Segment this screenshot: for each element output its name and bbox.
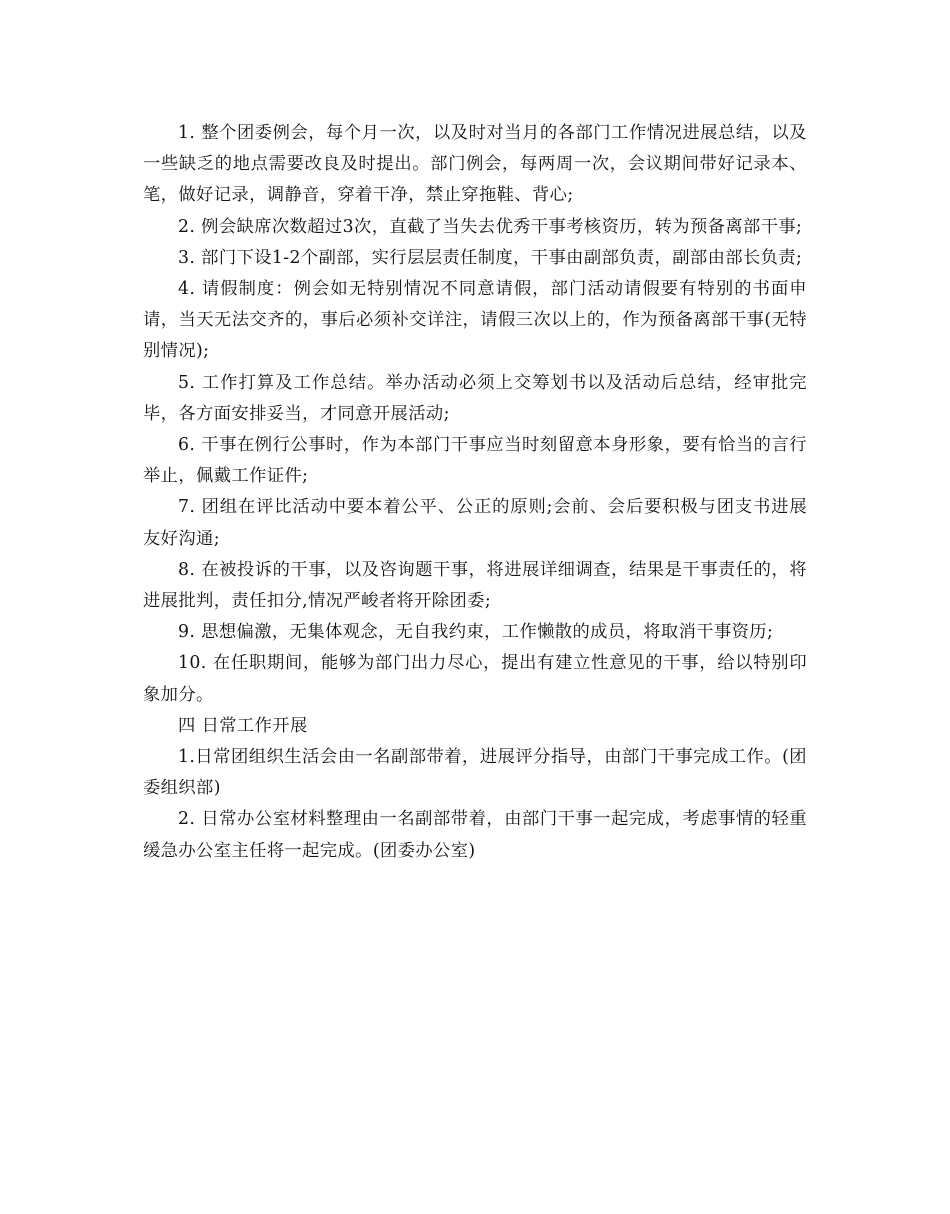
rule-paragraph-8: 8. 在被投诉的干事，以及咨询题干事，将进展详细调查，结果是干事责任的，将进展批判，责任扣分,情况严峻者将开除团委; [143, 559, 807, 612]
rule-paragraph-1: 1. 整个团委例会，每个月一次，以及时对当月的各部门工作情况进展总结，以及一些缺乏的地点需要改良及时提出。部门例会，每两周一次，会议期间带好记录本、笔，做好记录，调静音，穿着干净，禁止穿拖鞋、背心; [143, 123, 807, 206]
section-heading: 四 日常工作开展 [178, 715, 308, 736]
rule-paragraph-6: 6. 干事在例行公事时，作为本部门干事应当时刻留意本身形象，要有恰当的言行举止，佩戴工作证件; [143, 435, 807, 487]
rule-paragraph-7: 7. 团组在评比活动中要本着公平、公正的原则;会前、会后要积极与团支书进展友好沟通; [143, 497, 807, 549]
rule-paragraph-3: 3. 部门下设1-2个副部，实行层层责任制度，干事由副部负责，副部由部长负责; [178, 247, 803, 268]
daily-work-paragraph-1: 1.日常团组织生活会由一名副部带着，进展评分指导，由部门干事完成工作。(团委组织部) [143, 747, 807, 799]
daily-work-paragraph-2: 2. 日常办公室材料整理由一名副部带着，由部门干事一起完成，考虑事情的轻重缓急办公室主任将一起完成。(团委办公室) [143, 809, 807, 861]
document-body [143, 118, 807, 867]
rule-paragraph-10: 10. 在任职期间，能够为部门出力尽心，提出有建立性意见的干事，给以特别印象加分。 [143, 653, 807, 705]
rule-paragraph-4: 4. 请假制度：例会如无特别情况不同意请假，部门活动请假要有特别的书面申请，当天无法交齐的，事后必须补交详注，请假三次以上的，作为预备离部干事(无特别情况); [143, 279, 807, 362]
rule-paragraph-5: 5. 工作打算及工作总结。举办活动必须上交筹划书以及活动后总结，经审批完毕，各方面安排妥当，才同意开展活动; [143, 372, 807, 424]
rule-paragraph-2: 2. 例会缺席次数超过3次，直截了当失去优秀干事考核资历，转为预备离部干事; [178, 216, 803, 237]
rule-paragraph-9: 9. 思想偏激，无集体观念，无自我约束，工作懒散的成员，将取消干事资历; [178, 622, 774, 643]
